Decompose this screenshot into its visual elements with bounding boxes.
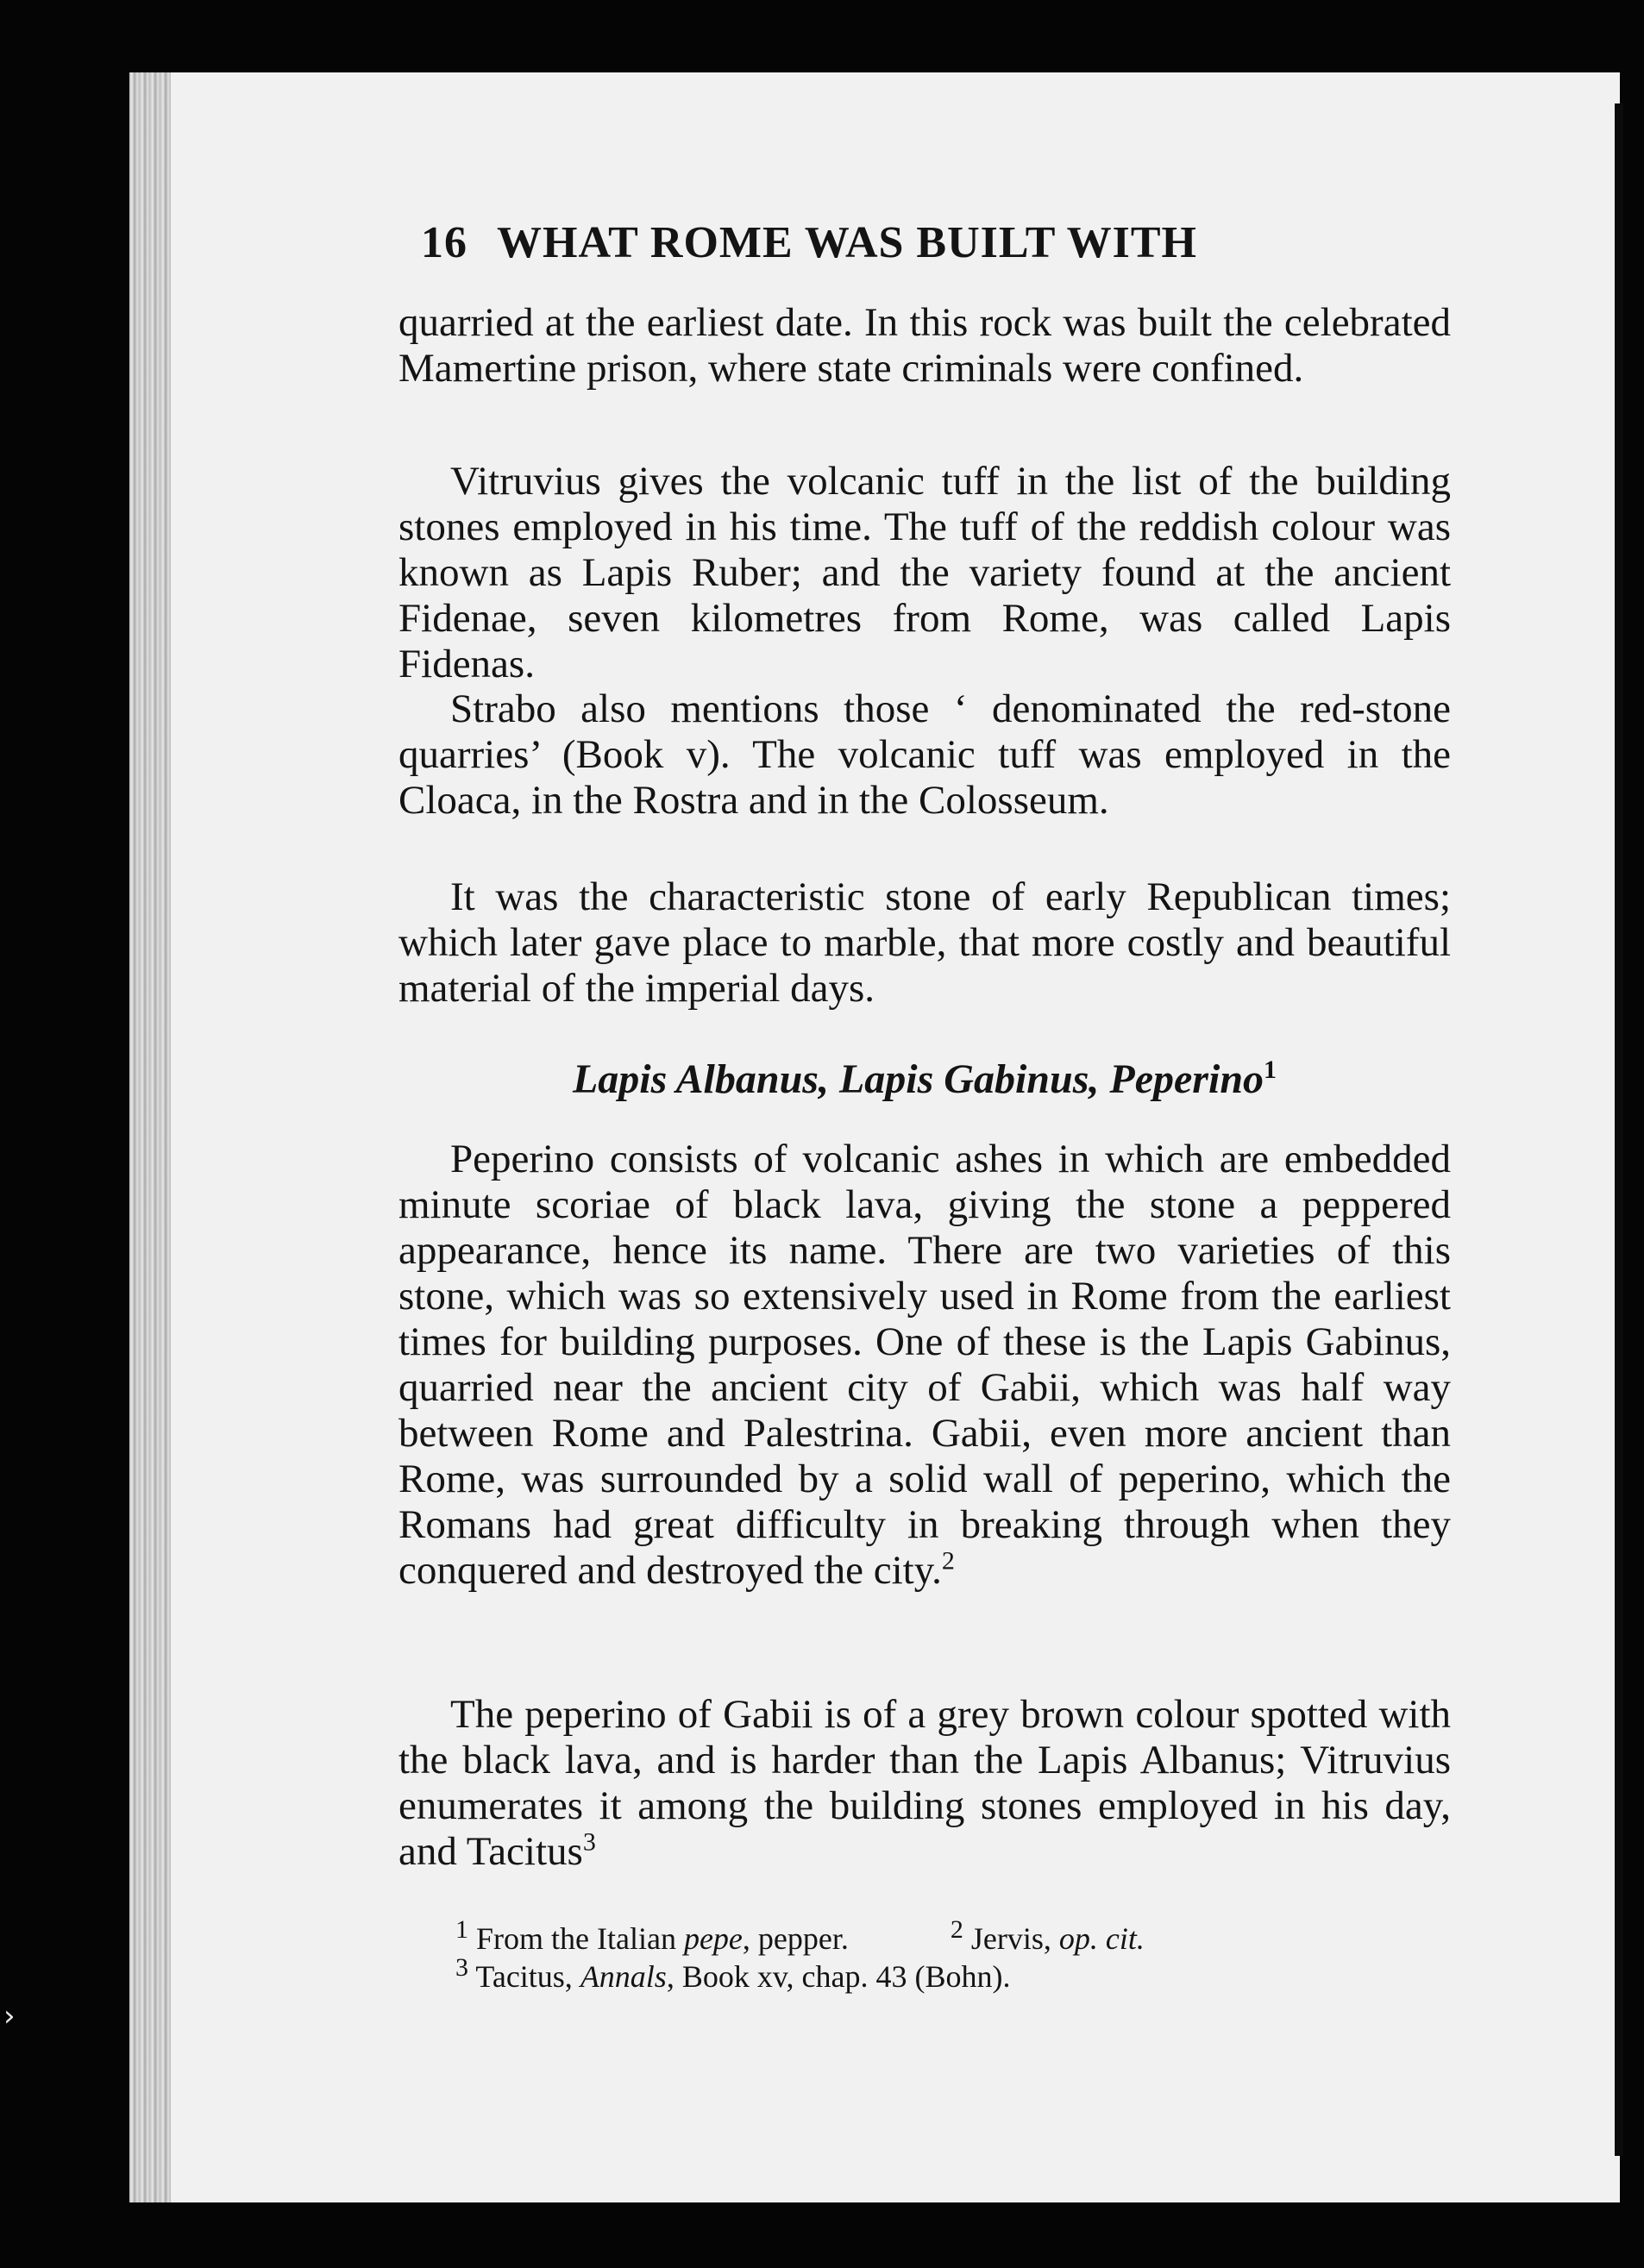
paragraph-peperino: [398, 1137, 1451, 1594]
margin-arrow-mark: ›: [3, 1999, 16, 2033]
footnote-1-text-b: , pepper.: [742, 1921, 849, 1956]
paragraph-gabii-text: The peperino of Gabii is of a grey brown colour spotted with the black lava, and is harder than the Lapis Albanus; Vitruvius enumerates it among the building stones employed in his day, and Tacitus: [398, 1692, 1451, 1874]
paragraph-continuation: quarried at the earliest date. In this rock was built the celebrated Mamertine prison, where state criminals were confined.: [398, 300, 1451, 391]
footnote-ref-1: 1: [1264, 1056, 1277, 1084]
running-head: [421, 217, 1456, 279]
footnote-1-italic: pepe: [683, 1921, 743, 1956]
footnote-2-text: Jervis,: [970, 1921, 1059, 1956]
footnotes: [455, 1915, 1447, 1995]
paragraph-republican: It was the characteristic stone of early Republican times; which later gave place to marble, that more costly and beautiful material of the imperial days.: [398, 874, 1451, 1011]
page-number: 16: [421, 218, 467, 267]
footnote-3-italic: Annals: [580, 1959, 667, 1994]
paragraph-vitruvius: Vitruvius gives the volcanic tuff in the list of the building stones employed in his time. The tuff of the reddish colour was known as Lapis Ruber; and the variety found at the ancient Fidenae, seven kilometres from Rome, was called Lapis Fidenas.: [398, 459, 1451, 686]
footnote-3-text-a: Tacitus,: [475, 1959, 580, 1994]
footnote-mark-3: 3: [455, 1953, 468, 1982]
footnote-ref-3: 3: [582, 1827, 596, 1857]
book-gutter-shadow: [129, 72, 171, 2202]
footnote-mark-2: 2: [950, 1915, 963, 1944]
paragraph-peperino-text: Peperino consists of volcanic ashes in which are embedded minute scoriae of black lava, giving the stone a peppered appearance, hence its name. There are two varieties of this stone, which was so extensively used in Rome from the earliest times for building purposes. One of these is the Lapis Gabinus, quarried near the ancient city of Gabii, which was half way between Rome and Palestrina. Gabii, even more ancient than Rome, was surrounded by a solid wall of peperino, which the Romans had great difficulty in breaking through when they conquered and destroyed the city.: [398, 1137, 1451, 1593]
paragraph-gabii: [398, 1692, 1451, 1875]
footnote-mark-1: 1: [455, 1915, 468, 1944]
section-heading: [398, 1054, 1451, 1106]
footnote-1-text-a: From the Italian: [476, 1921, 684, 1956]
paragraph-strabo: Strabo also mentions those ‘ denominated the red-stone quarries’ (Book v). The volcanic tuff was employed in the Cloaca, in the Rostra and in the Colosseum.: [398, 686, 1451, 823]
footnote-2-italic: op. cit.: [1058, 1921, 1145, 1956]
running-head-title: WHAT ROME WAS BUILT WITH: [497, 218, 1197, 267]
page-edge-rule: [1615, 103, 1623, 2156]
footnote-ref-2: 2: [941, 1546, 955, 1576]
footnote-3-text-b: , Book xv, chap. 43 (Bohn).: [666, 1959, 1011, 1994]
footnote-line-2: [455, 1953, 1447, 1995]
section-heading-text: Lapis Albanus, Lapis Gabinus, Peperino: [572, 1056, 1264, 1102]
footnote-line-1: [455, 1915, 1447, 1958]
